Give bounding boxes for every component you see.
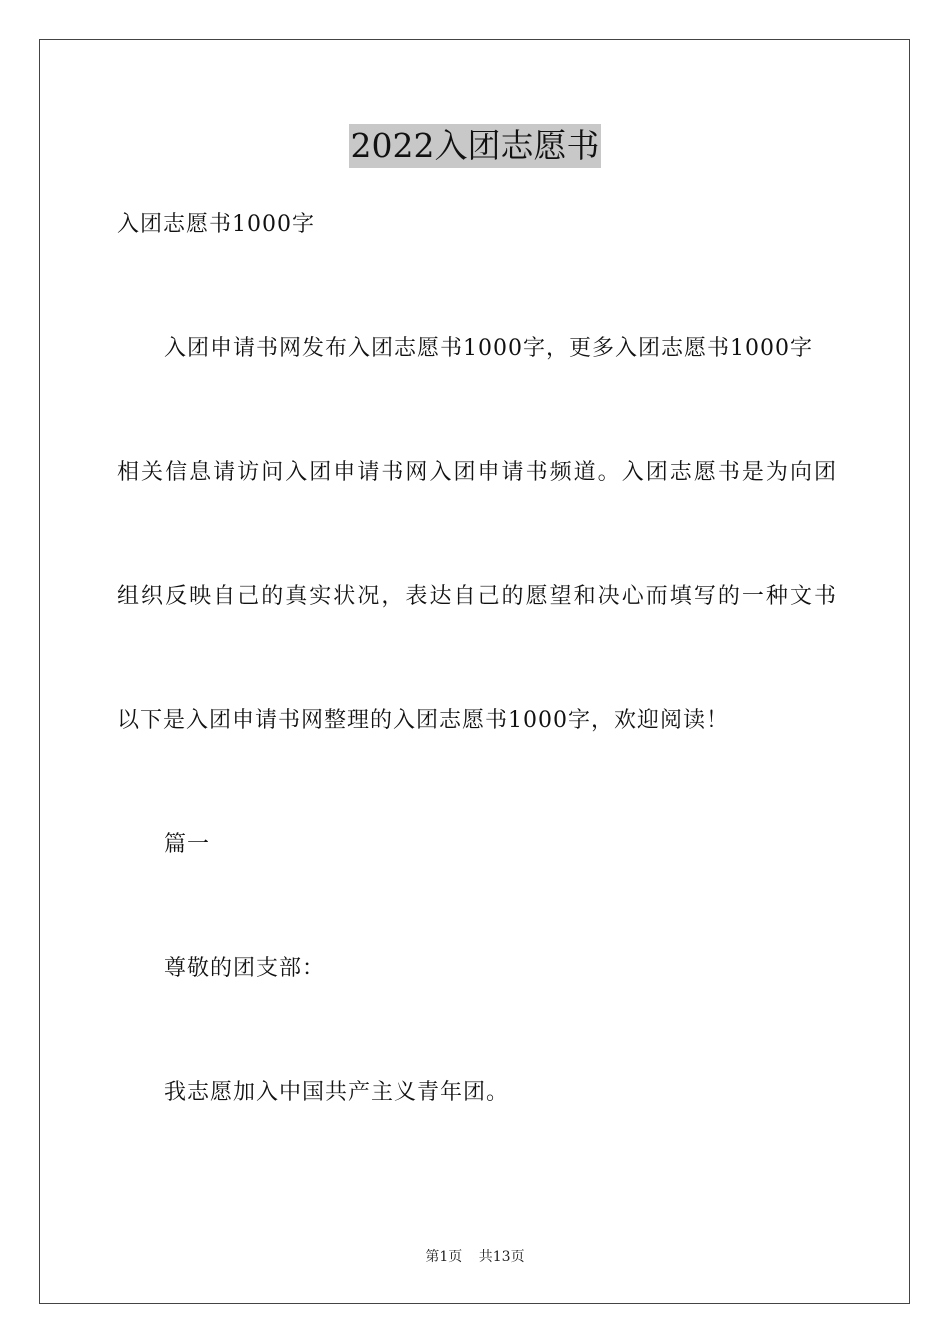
paragraph-line-1: 入团申请书网发布入团志愿书1000字，更多入团志愿书1000字 <box>164 336 813 361</box>
paragraph-line-2: 相关信息请访问入团申请书网入团申请书频道。入团志愿书是为向团 <box>117 460 837 485</box>
body-line: 我志愿加入中国共产主义青年团。 <box>164 1080 510 1105</box>
document-title: 2022入团志愿书 <box>349 124 602 168</box>
document-subtitle: 入团志愿书1000字 <box>117 212 315 237</box>
page-footer <box>0 1247 950 1267</box>
title-container <box>0 124 950 168</box>
section-heading: 篇一 <box>164 832 211 857</box>
page-total: 共13页 <box>478 1249 525 1265</box>
page-current: 第1页 <box>425 1249 463 1265</box>
salutation: 尊敬的团支部： <box>164 956 326 981</box>
paragraph-line-4: 以下是入团申请书网整理的入团志愿书1000字，欢迎阅读！ <box>117 708 729 733</box>
paragraph-line-3: 组织反映自己的真实状况，表达自己的愿望和决心而填写的一种文书 <box>117 584 837 609</box>
